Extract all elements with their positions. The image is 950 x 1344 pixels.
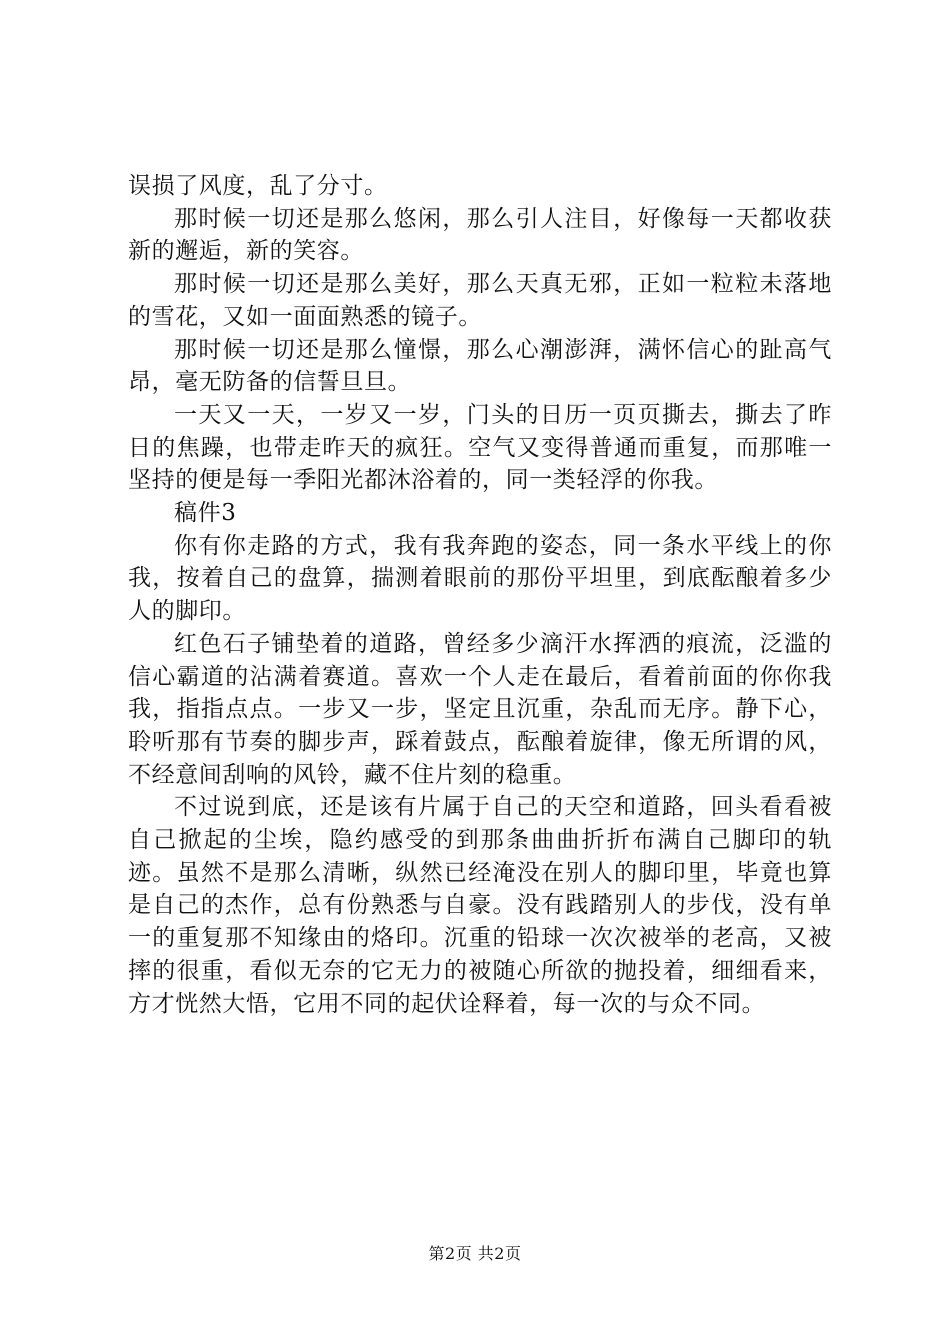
paragraph: 一天又一天，一岁又一岁，门头的日历一页页撕去，撕去了昨日的焦躁，也带走昨天的疯狂。空气又变得普通而重复，而那唯一坚持的便是每一季阳光都沐浴着的，同一类轻浮的你我。 xyxy=(128,401,832,494)
section-heading: 稿件3 xyxy=(174,500,237,527)
paragraph: 那时候一切还是那么憧憬，那么心潮澎湃，满怀信心的趾高气昂，毫无防备的信誓旦旦。 xyxy=(128,336,832,396)
body-text xyxy=(128,170,832,1020)
paragraph: 你有你走路的方式，我有我奔跑的姿态，同一条水平线上的你我，按着自己的盘算，揣测着眼前的那份平坦里，到底酝酿着多少人的脚印。 xyxy=(128,532,832,625)
paragraph: 红色石子铺垫着的道路，曾经多少滴汗水挥洒的痕流，泛滥的信心霸道的沾满着赛道。喜欢一个人走在最后，看着前面的你你我我，指指点点。一步又一步，坚定且沉重，杂乱而无序。静下心，聆听那有节奏的脚步声，踩着鼓点，酝酿着旋律，像无所谓的风，不经意间刮响的风铃，藏不住片刻的稳重。 xyxy=(128,630,832,788)
paragraph: 那时候一切还是那么悠闲，那么引人注目，好像每一天都收获新的邂逅，新的笑容。 xyxy=(128,205,832,265)
paragraph-continuation: 误损了风度，乱了分寸。 xyxy=(128,173,388,199)
page-footer: 第2页 共2页 xyxy=(428,1244,522,1263)
paragraph: 那时候一切还是那么美好，那么天真无邪，正如一粒粒未落地的雪花，又如一面面熟悉的镜子。 xyxy=(128,271,832,330)
paragraph: 不过说到底，还是该有片属于自己的天空和道路，回头看看被自己掀起的尘埃，隐约感受的到那条曲曲折折布满自己脚印的轨迹。虽然不是那么清晰，纵然已经淹没在别人的脚印里，毕竟也算是自己的杰作，总有份熟悉与自豪。没有践踏别人的步伐，没有单一的重复那不知缘由的烙印。沉重的铅球一次次被举的老高，又被摔的很重，看似无奈的它无力的被随心所欲的抛投着，细细看来，方才恍然大悟，它用不同的起伏诠释着，每一次的与众不同。 xyxy=(128,794,832,1017)
